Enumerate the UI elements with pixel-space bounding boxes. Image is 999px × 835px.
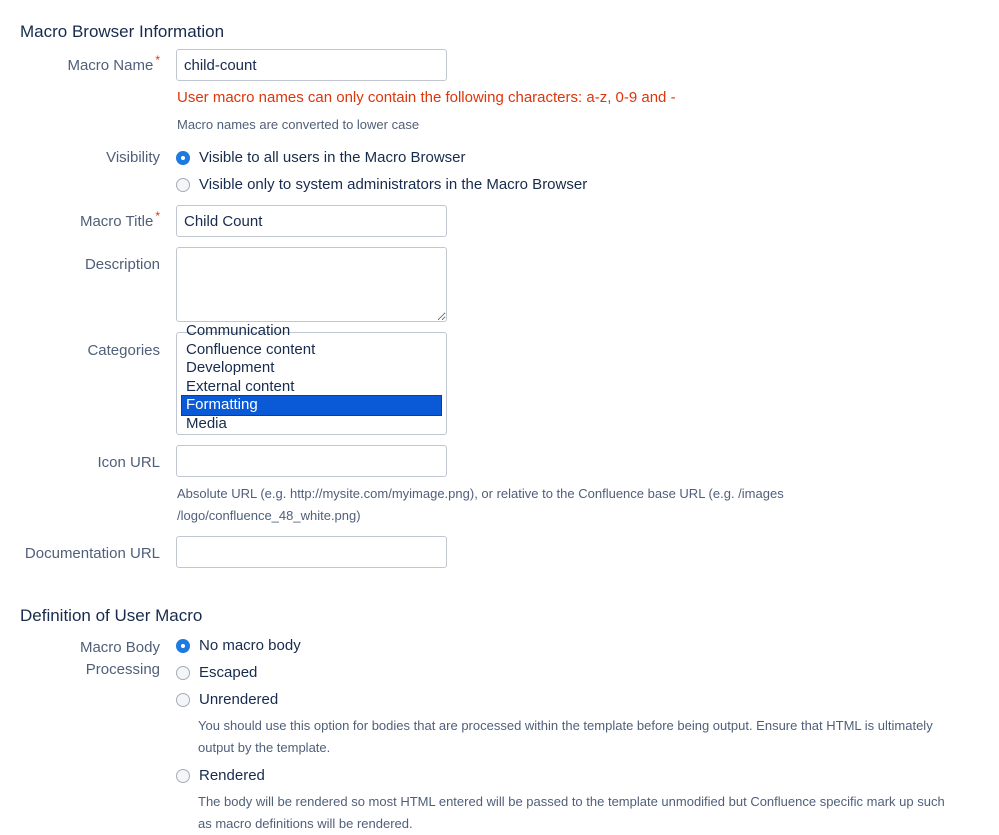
visibility-admins-option[interactable] xyxy=(176,176,587,193)
body-option-rendered[interactable] xyxy=(176,767,265,784)
category-option[interactable]: External content xyxy=(186,377,295,395)
required-marker: * xyxy=(155,53,160,67)
macro-name-input[interactable] xyxy=(176,49,447,81)
category-option-selected[interactable]: Formatting xyxy=(182,396,441,415)
icon-url-help-line: /logo/confluence_48_white.png) xyxy=(177,508,361,523)
body-option-label: No macro body xyxy=(199,637,301,654)
documentation-url-label: Documentation URL xyxy=(24,545,160,562)
categories-options xyxy=(182,322,441,433)
radio-checked-icon[interactable] xyxy=(176,639,190,653)
macro-title-label-text: Macro Title xyxy=(79,213,154,230)
description-textarea[interactable] xyxy=(176,247,447,322)
macro-name-error: User macro names can only contain the following characters: a-z, 0-9 and - xyxy=(177,89,676,106)
macro-title-input[interactable] xyxy=(176,205,447,237)
category-option[interactable]: Communication xyxy=(186,322,291,339)
section-heading-browser-info: Macro Browser Information xyxy=(20,22,225,41)
unrendered-help-line: output by the template. xyxy=(198,740,331,755)
body-option-label: Unrendered xyxy=(199,691,279,708)
section-heading-definition: Definition of User Macro xyxy=(20,606,203,625)
macro-name-help: Macro names are converted to lower case xyxy=(177,117,420,132)
categories-listbox[interactable] xyxy=(176,322,447,435)
icon-url-input[interactable] xyxy=(176,445,447,477)
visibility-admins-label: Visible only to system administrators in the Macro Browser xyxy=(199,176,588,193)
macro-name-label-text: Macro Name xyxy=(67,57,154,74)
icon-url-help xyxy=(177,483,784,527)
documentation-url-input[interactable] xyxy=(176,536,447,568)
category-option[interactable]: Development xyxy=(186,359,275,376)
icon-url-help-line: Absolute URL (e.g. http://mysite.com/myimage.png), or relative to the Confluence base URL (e.g. /images xyxy=(177,486,784,501)
radio-unchecked-icon[interactable] xyxy=(176,693,190,707)
radio-unchecked-icon[interactable] xyxy=(176,178,190,192)
required-marker: * xyxy=(155,209,160,223)
unrendered-help-line: You should use this option for bodies that are processed within the template before being output. Ensure that HTML is ultimately xyxy=(198,718,933,733)
radio-unchecked-icon[interactable] xyxy=(176,666,190,680)
visibility-all-users-label: Visible to all users in the Macro Browser xyxy=(199,149,466,166)
rendered-help-line: as macro definitions will be rendered. xyxy=(198,816,413,831)
radio-checked-icon[interactable] xyxy=(176,151,190,165)
visibility-all-users-option[interactable] xyxy=(176,149,466,166)
radio-unchecked-icon[interactable] xyxy=(176,769,190,783)
unrendered-help xyxy=(198,715,933,759)
body-option-label: Rendered xyxy=(199,767,265,784)
body-option-label: Escaped xyxy=(199,664,258,681)
macro-name-label xyxy=(67,53,160,74)
category-option[interactable]: Media xyxy=(186,414,227,432)
rendered-help xyxy=(198,791,945,835)
body-option-unrendered[interactable] xyxy=(176,691,278,708)
description-label: Description xyxy=(84,256,160,273)
body-option-no-body[interactable] xyxy=(176,637,301,654)
categories-label: Categories xyxy=(87,342,160,359)
body-processing-label xyxy=(80,637,160,681)
category-option[interactable]: Confluence content xyxy=(186,340,316,358)
body-option-escaped[interactable] xyxy=(176,664,257,681)
icon-url-label: Icon URL xyxy=(97,454,160,471)
body-processing-label-line: Macro Body xyxy=(79,639,160,656)
visibility-label: Visibility xyxy=(106,149,160,166)
body-processing-label-line: Processing xyxy=(85,661,160,678)
macro-title-label xyxy=(79,209,160,230)
rendered-help-line: The body will be rendered so most HTML entered will be passed to the template unmodified but Confluence specific mark up such xyxy=(198,794,945,809)
